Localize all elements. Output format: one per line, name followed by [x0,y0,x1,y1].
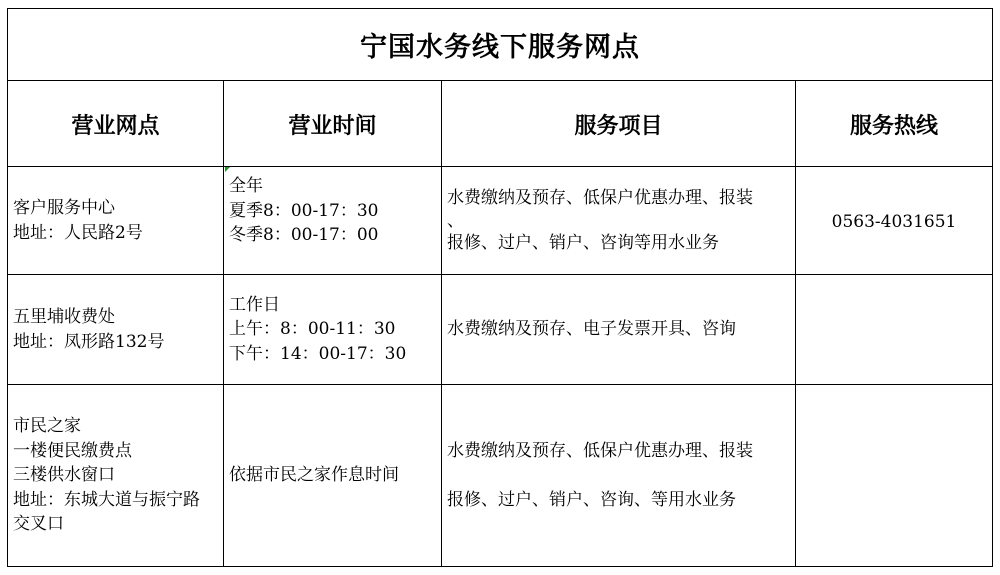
row3-hotline [796,385,992,566]
location-name: 五里埔收费处 [13,307,115,327]
location-detail: 三楼供水窗口 [13,465,115,486]
service-points-table [7,8,993,567]
hours-line: 依据市民之家作息时间 [229,465,399,486]
header-location: 营业网点 [71,112,160,139]
header-hours: 营业时间 [288,112,377,139]
location-detail: 一楼便民缴费点 [13,440,132,461]
row1-hotline [796,167,992,274]
header-hotline: 服务热线 [849,112,938,139]
hours-line: 下午：14：00-17：30 [229,343,407,364]
services-line: 报修、过户、销户、咨询、等用水业务 [447,489,736,510]
hours-line: 冬季8：00-17：00 [229,225,379,245]
row2-hotline [796,275,992,384]
location-address: 地址：凤形路132号 [13,331,165,352]
location-address: 地址：东城大道与振宁路 [13,489,200,510]
row2-location [8,275,223,384]
row3-hours [224,385,441,566]
services-line: 水费缴纳及预存、电子发票开具、咨询 [447,319,736,340]
services-line [447,463,795,488]
services-line: 水费缴纳及预存、低保户优惠办理、报装 [447,440,753,461]
hours-line: 夏季8：00-17：30 [229,200,379,221]
hours-line: 全年 [229,176,263,196]
row1-services [442,167,795,274]
row1-hours [224,167,441,274]
row1-location [8,167,223,274]
services-line: 水费缴纳及预存、低保户优惠办理、报装 [447,188,753,208]
location-name: 市民之家 [13,416,81,437]
row2-services [442,275,795,384]
row3-location [8,385,223,566]
row3-services [442,385,795,566]
hotline-number: 0563-4031651 [831,212,957,232]
header-services: 服务项目 [574,112,663,139]
table-title: 宁国水务线下服务网点 [8,9,992,81]
services-line: 报修、过户、销户、咨询等用水业务 [447,232,719,253]
location-address: 地址：人民路2号 [13,222,143,243]
hours-line: 上午：8：00-11：30 [229,319,396,340]
services-line: 、 [447,210,464,231]
hours-line: 工作日 [229,294,280,315]
location-address: 交叉口 [13,514,64,535]
row2-hours [224,275,441,384]
location-name: 客户服务中心 [13,198,115,218]
